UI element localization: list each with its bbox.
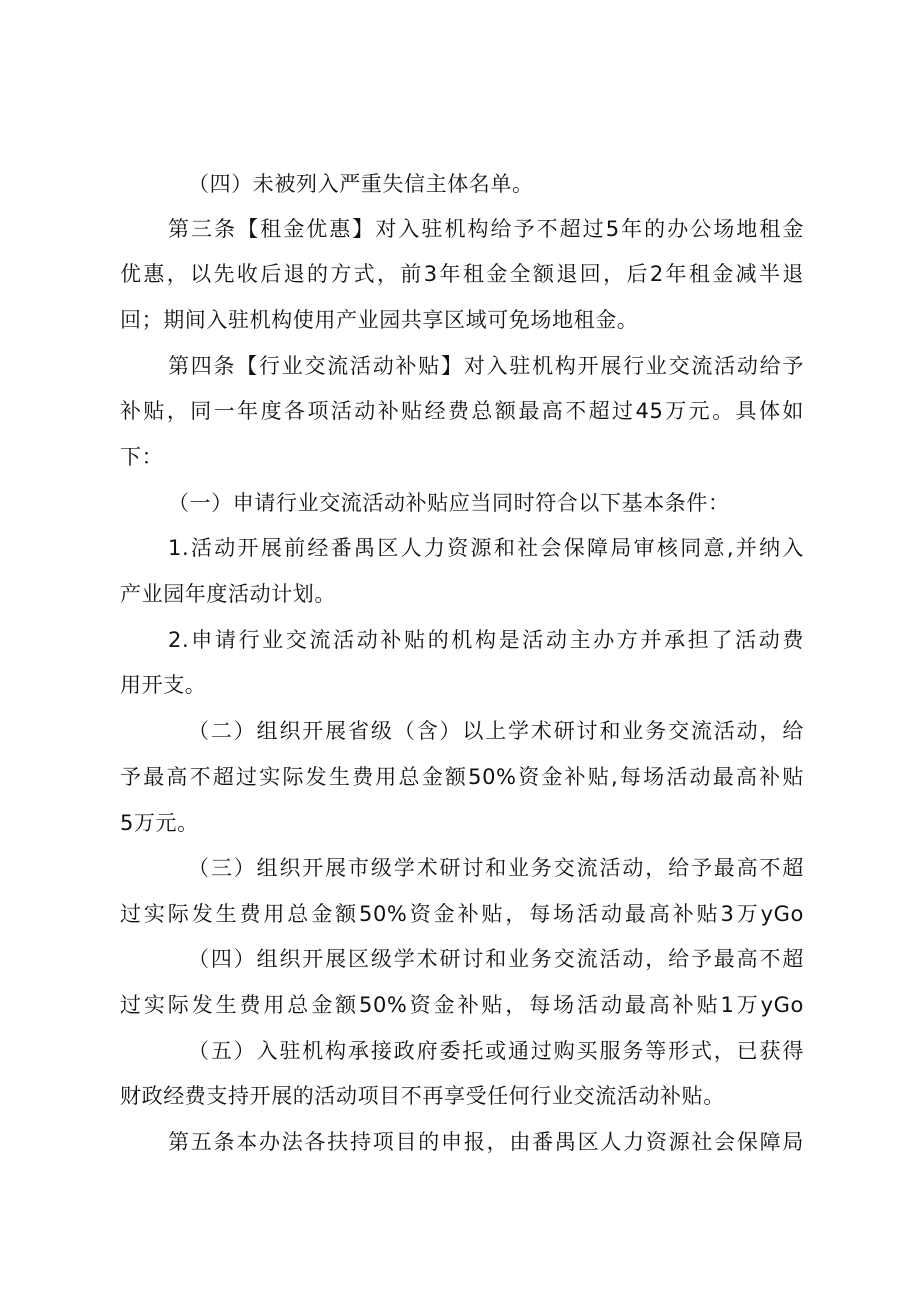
text-line-6: 补贴，同一年度各项活动补贴经费总额最高不超过45万元。具体如 <box>120 399 804 423</box>
text-line-13: （二）组织开展省级（含）以上学术研讨和业务交流活动，给 <box>188 719 804 743</box>
text-line-15: 5万元。 <box>120 811 199 835</box>
text-line-5: 第四条【行业交流活动补贴】对入驻机构开展行业交流活动给予 <box>168 354 804 378</box>
text-line-3: 优惠，以先收后退的方式，前3年租金全额退回，后2年租金减半退 <box>120 262 804 286</box>
text-line-19: 过实际发生费用总金额50%资金补贴，每场活动最高补贴1万yGo <box>120 993 804 1017</box>
text-line-11: 2.申请行业交流活动补贴的机构是活动主办方并承担了活动费 <box>168 628 804 652</box>
text-line-9: 1.活动开展前经番禺区人力资源和社会保障局审核同意,并纳入 <box>168 536 804 560</box>
text-line-20: （五）入驻机构承接政府委托或通过购买服务等形式，已获得 <box>188 1039 804 1063</box>
text-line-8: （一）申请行业交流活动补贴应当同时符合以下基本条件： <box>168 491 730 515</box>
text-line-17: 过实际发生费用总金额50%资金补贴，每场活动最高补贴3万yGo <box>120 902 804 926</box>
text-line-18: （四）组织开展区级学术研讨和业务交流活动，给予最高不超 <box>188 947 804 971</box>
text-line-2: 第三条【租金优惠】对入驻机构给予不超过5年的办公场地租金 <box>168 217 804 241</box>
text-line-14: 予最高不超过实际发生费用总金额50%资金补贴,每场活动最高补贴 <box>120 765 804 789</box>
text-line-7: 下： <box>120 445 164 469</box>
text-line-1: （四）未被列入严重失信主体名单。 <box>188 172 534 196</box>
text-line-21: 财政经费支持开展的活动项目不再享受任何行业交流活动补贴。 <box>120 1084 725 1108</box>
text-line-12: 用开支。 <box>120 673 207 697</box>
text-line-10: 产业园年度活动计划。 <box>120 582 336 606</box>
text-line-16: （三）组织开展市级学术研讨和业务交流活动，给予最高不超 <box>188 856 804 880</box>
text-line-4: 回；期间入驻机构使用产业园共享区域可免场地租金。 <box>120 308 639 332</box>
text-line-22: 第五条本办法各扶持项目的申报，由番禺区人力资源社会保障局 <box>168 1130 804 1154</box>
